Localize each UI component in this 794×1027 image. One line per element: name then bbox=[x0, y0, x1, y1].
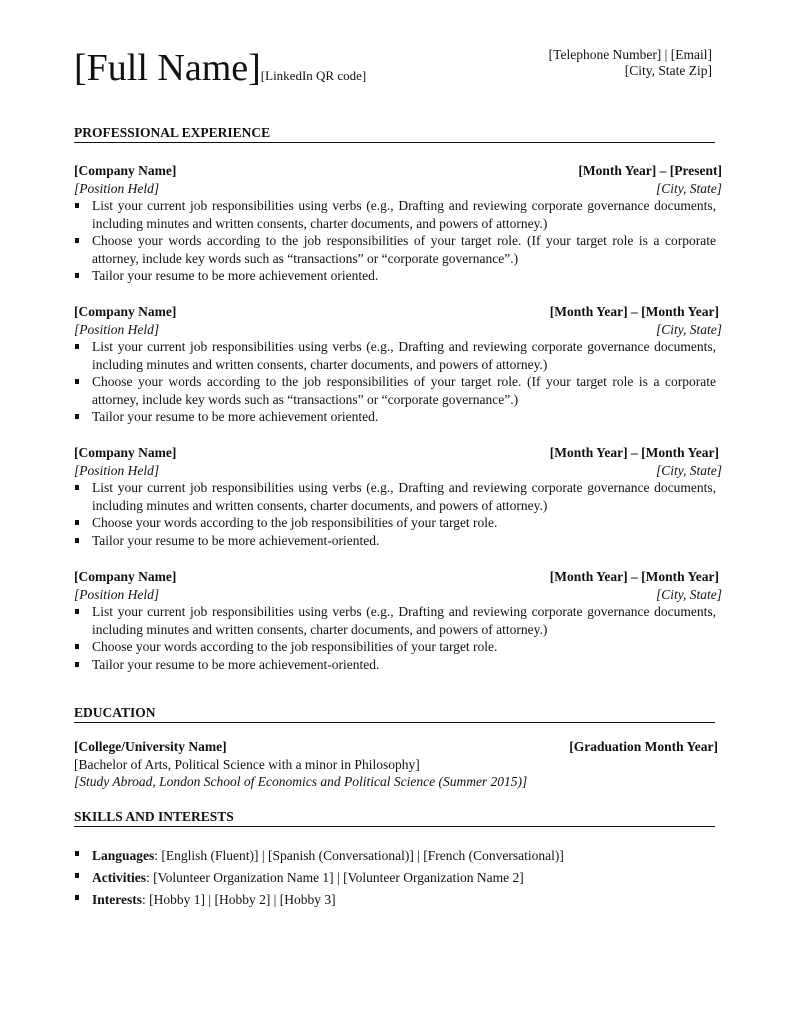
contact-phone-email: [Telephone Number] | [Email] bbox=[548, 47, 712, 62]
bullet-item bbox=[74, 479, 716, 514]
skills-item-interests bbox=[74, 889, 716, 911]
job-bullets bbox=[74, 338, 716, 426]
bullet-text: Tailor your resume to be more achievement oriented. bbox=[92, 268, 379, 283]
bullet-square-icon bbox=[75, 273, 79, 278]
skills-heading: SKILLS AND INTERESTS bbox=[74, 808, 715, 827]
degree: [Bachelor of Arts, Political Science with a minor in Philosophy] bbox=[74, 756, 420, 772]
bullet-square-icon bbox=[75, 895, 79, 900]
bullet-text: List your current job responsibilities using verbs (e.g., Drafting and reviewing corporate governance documents, including minutes and written consents, charter documents, and powers of attorney.) bbox=[92, 339, 716, 372]
linkedin-qr-placeholder: [LinkedIn QR code] bbox=[260, 68, 367, 83]
bullet-text: Tailor your resume to be more achievement oriented. bbox=[92, 409, 379, 424]
bullet-item bbox=[74, 532, 716, 550]
contact-city-state: [City, State Zip] bbox=[624, 63, 712, 78]
bullet-item bbox=[74, 267, 716, 285]
bullet-square-icon bbox=[75, 609, 79, 614]
bullet-item bbox=[74, 197, 716, 232]
bullet-square-icon bbox=[75, 851, 79, 856]
school-name: [College/University Name] bbox=[74, 739, 227, 754]
full-name: [Full Name] bbox=[74, 47, 261, 89]
bullet-square-icon bbox=[75, 520, 79, 525]
bullet-text: Tailor your resume to be more achievement-oriented. bbox=[92, 656, 380, 672]
bullet-item bbox=[74, 638, 716, 656]
position-held: [Position Held] bbox=[74, 586, 160, 602]
skill-label: Activities bbox=[92, 870, 146, 885]
bullet-square-icon bbox=[75, 485, 79, 490]
skills-item-languages bbox=[74, 845, 716, 867]
bullet-text: List your current job responsibilities using verbs (e.g., Drafting and reviewing corporate governance documents, including minutes and written consents, charter documents, and powers of attorney.) bbox=[92, 480, 716, 513]
bullet-text: Tailor your resume to be more achievement-oriented. bbox=[92, 532, 380, 548]
bullet-item bbox=[74, 373, 716, 408]
education-heading: EDUCATION bbox=[74, 704, 715, 723]
company-name: [Company Name] bbox=[74, 304, 177, 319]
bullet-text: List your current job responsibilities using verbs (e.g., Drafting and reviewing corporate governance documents, including minutes and written consents, charter documents, and powers of attorney.) bbox=[92, 604, 716, 637]
bullet-item bbox=[74, 232, 716, 267]
company-name: [Company Name] bbox=[74, 445, 177, 460]
skill-value: : [Hobby 1] | [Hobby 2] | [Hobby 3] bbox=[142, 892, 336, 907]
study-abroad: [Study Abroad, London School of Economics and Political Science (Summer 2015)] bbox=[74, 774, 528, 789]
bullet-square-icon bbox=[75, 662, 79, 667]
job-dates: [Month Year] – [Month Year] bbox=[549, 304, 719, 319]
job-location: [City, State] bbox=[655, 321, 722, 337]
job-entry bbox=[74, 303, 722, 426]
skill-value: : [Volunteer Organization Name 1] | [Volunteer Organization Name 2] bbox=[145, 870, 524, 885]
job-entry bbox=[74, 568, 722, 673]
bullet-item bbox=[74, 514, 716, 532]
bullet-text: Choose your words according to the job responsibilities of your target role. bbox=[92, 639, 498, 654]
bullet-item bbox=[74, 603, 716, 638]
job-location: [City, State] bbox=[655, 462, 722, 478]
company-name: [Company Name] bbox=[74, 163, 177, 178]
full-name-heading bbox=[74, 44, 366, 100]
skill-value: : [English (Fluent)] | [Spanish (Conversational)] | [French (Conversational)] bbox=[154, 848, 564, 863]
position-held: [Position Held] bbox=[74, 462, 160, 478]
job-entry bbox=[74, 444, 722, 549]
job-dates: [Month Year] – [Present] bbox=[578, 163, 722, 178]
bullet-text: Choose your words according to the job responsibilities of your target role. (If your target role is a corporate attorney, include key words such as “transactions” or “corporate governance”.) bbox=[92, 374, 716, 407]
bullet-square-icon bbox=[75, 379, 79, 384]
bullet-square-icon bbox=[75, 873, 79, 878]
position-held: [Position Held] bbox=[74, 180, 160, 196]
experience-heading: PROFESSIONAL EXPERIENCE bbox=[74, 124, 715, 143]
bullet-text: Choose your words according to the job responsibilities of your target role. bbox=[92, 515, 498, 530]
bullet-square-icon bbox=[75, 203, 79, 208]
bullet-square-icon bbox=[75, 238, 79, 243]
contact-block bbox=[549, 47, 712, 79]
skill-label: Languages bbox=[92, 848, 155, 863]
bullet-text: List your current job responsibilities using verbs (e.g., Drafting and reviewing corporate governance documents, including minutes and written consents, charter documents, and powers of attorney.) bbox=[92, 198, 716, 231]
bullet-text: Choose your words according to the job responsibilities of your target role. (If your target role is a corporate attorney, include key words such as “transactions” or “corporate governance”.) bbox=[92, 233, 716, 266]
bullet-item bbox=[74, 408, 716, 426]
job-entry bbox=[74, 162, 722, 285]
job-dates: [Month Year] – [Month Year] bbox=[549, 445, 719, 460]
bullet-square-icon bbox=[75, 344, 79, 349]
job-dates: [Month Year] – [Month Year] bbox=[549, 569, 719, 584]
company-name: [Company Name] bbox=[74, 569, 177, 584]
job-bullets bbox=[74, 479, 716, 549]
bullet-square-icon bbox=[75, 538, 79, 543]
skills-item-activities bbox=[74, 867, 716, 889]
bullet-square-icon bbox=[75, 414, 79, 419]
bullet-item bbox=[74, 338, 716, 373]
job-bullets bbox=[74, 197, 716, 285]
job-bullets bbox=[74, 603, 716, 673]
education-entry bbox=[74, 738, 718, 791]
bullet-item bbox=[74, 656, 716, 674]
job-location: [City, State] bbox=[655, 180, 722, 196]
skill-label: Interests bbox=[92, 892, 142, 907]
skills-list bbox=[74, 845, 716, 911]
graduation-date: [Graduation Month Year] bbox=[569, 739, 718, 754]
position-held: [Position Held] bbox=[74, 321, 160, 337]
job-location: [City, State] bbox=[655, 586, 722, 602]
bullet-square-icon bbox=[75, 644, 79, 649]
